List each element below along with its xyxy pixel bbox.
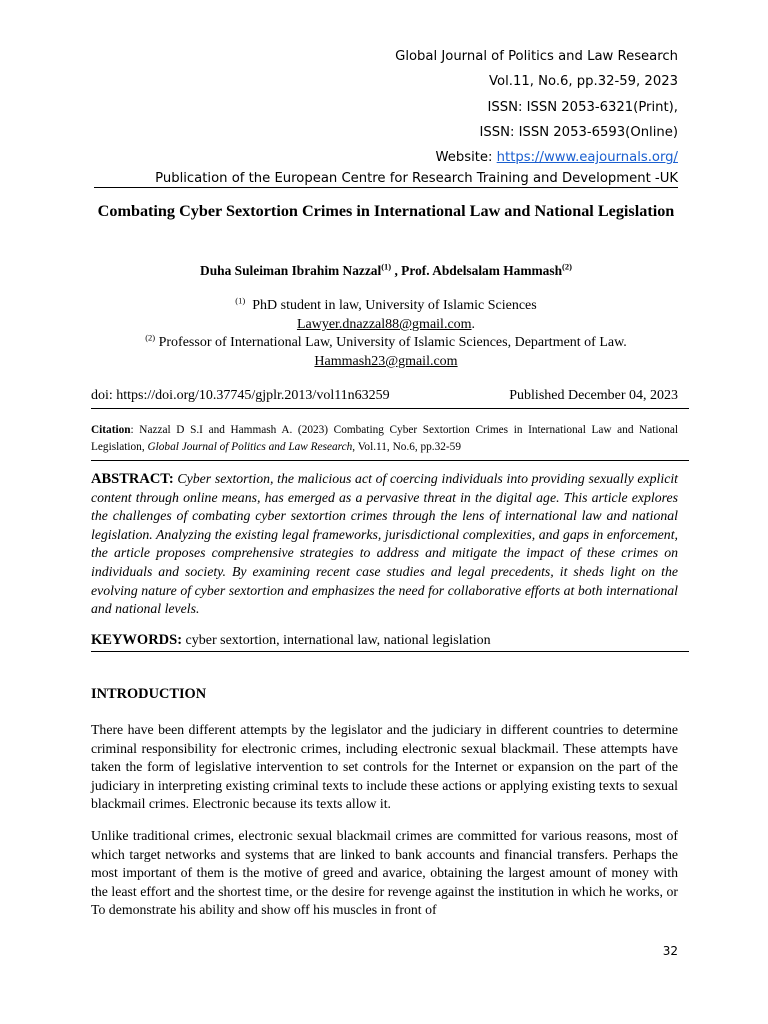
- doi[interactable]: doi: https://doi.org/10.37745/gjplr.2013/vol11n63259: [91, 388, 390, 403]
- affiliation-2: [94, 333, 678, 352]
- website-label: Website:: [435, 150, 497, 166]
- affiliation-1-text: PhD student in law, University of Islamic Sciences: [252, 298, 537, 313]
- citation-text-before: : Nazzal D S.I and Hammash A. (2023) Combating Cyber Sextortion Crimes in International Law and National Legislation,: [91, 424, 678, 453]
- divider-after-citation: [91, 460, 689, 461]
- authors-line: [94, 262, 678, 279]
- email-2[interactable]: Hammash23@gmail.com: [314, 354, 458, 369]
- author-1-mark: (1): [381, 261, 392, 272]
- header-divider: [94, 187, 678, 188]
- website-line: [395, 145, 678, 170]
- author-2: Abdelsalam Hammash: [432, 263, 563, 278]
- author-2-mark: (2): [562, 261, 572, 272]
- abstract: [91, 470, 678, 619]
- citation-text-after: , Vol.11, No.6, pp.32-59: [352, 440, 461, 453]
- journal-name: Global Journal of Politics and Law Research: [395, 49, 678, 64]
- doi-row: [91, 386, 678, 405]
- email-1[interactable]: Lawyer.dnazzal88@gmail.com: [296, 317, 472, 332]
- journal-header: [395, 44, 678, 170]
- article-title: Combating Cyber Sextortion Crimes in International Law and National Legislation: [97, 202, 675, 220]
- citation-block: [91, 422, 678, 455]
- affiliation-1: [94, 296, 678, 315]
- published-date: Published December 04, 2023: [509, 388, 678, 403]
- affiliation-2-text: Professor of International Law, University of Islamic Sciences, Department of Law.: [158, 335, 627, 350]
- issn-print: ISSN: ISSN 2053-6321(Print),: [487, 99, 678, 115]
- citation-journal: Global Journal of Politics and Law Research: [147, 440, 353, 453]
- introduction-paragraph-1: There have been different attempts by the legislator and the judiciary in different countries to determine criminal responsibility for electronic crimes, including electronic sexual blackmail. These attempts have taken the form of legislative intervention to set controls for the Internet or expansion on the part of the judiciary in interpreting existing criminal texts to include these actions or applying existing texts to sexual blackmail crimes. Electronic because its texts allow it.: [91, 722, 678, 812]
- publication-line: Publication of the European Centre for Research Training and Development -UK: [155, 171, 678, 186]
- divider-after-doi: [91, 408, 689, 409]
- website-link[interactable]: https://www.eajournals.org/: [496, 150, 678, 166]
- author-1: Duha Suleiman Ibrahim Nazzal: [200, 263, 382, 278]
- affiliation-2-mark: (2): [145, 332, 156, 343]
- introduction-paragraph-2: Unlike traditional crimes, electronic sexual blackmail crimes are committed for various reasons, most of which target networks and systems that are linked to bank accounts and financial transfers. Perhaps the most important of them is the motive of greed and avarice, obtaining the largest amount of money with the least effort and the shortest time, or the desire for revenge against the institution in which he works, or To demonstrate his ability and show off his muscles in front of: [91, 828, 678, 918]
- divider-after-keywords: [91, 651, 689, 652]
- abstract-label: ABSTRACT:: [91, 471, 174, 487]
- citation-label: Citation: [91, 424, 131, 436]
- email-1-line: [94, 315, 678, 334]
- keywords-text: cyber sextortion, international law, national legislation: [185, 633, 491, 648]
- keywords-label: KEYWORDS:: [91, 632, 183, 648]
- email-1-suffix: .: [471, 317, 476, 332]
- keywords: [91, 631, 678, 650]
- author-separator: , Prof.: [391, 263, 433, 278]
- introduction-heading: INTRODUCTION: [91, 686, 207, 702]
- affiliation-1-mark: (1): [235, 295, 246, 306]
- issn-online: ISSN: ISSN 2053-6593(Online): [479, 124, 678, 140]
- abstract-text: Cyber sextortion, the malicious act of coercing individuals into providing sexually explicit content through online means, has emerged as a pervasive threat in the digital age. This article explores the challenges of combating cyber sextortion crimes through the lens of international law and national legislation. Analyzing the existing legal frameworks, jurisdictional complexities, and gaps in enforcement, the article proposes comprehensive strategies to address and mitigate the impact of these crimes on individuals and society. By examining recent case studies and legal precedents, it sheds light on the evolving nature of cyber sextortion and emphasizes the need for collaborative efforts at both international and national levels.: [91, 471, 678, 617]
- journal-volume: Vol.11, No.6, pp.32-59, 2023: [489, 74, 678, 90]
- email-2-line: [94, 352, 678, 371]
- page-number: 32: [662, 944, 678, 958]
